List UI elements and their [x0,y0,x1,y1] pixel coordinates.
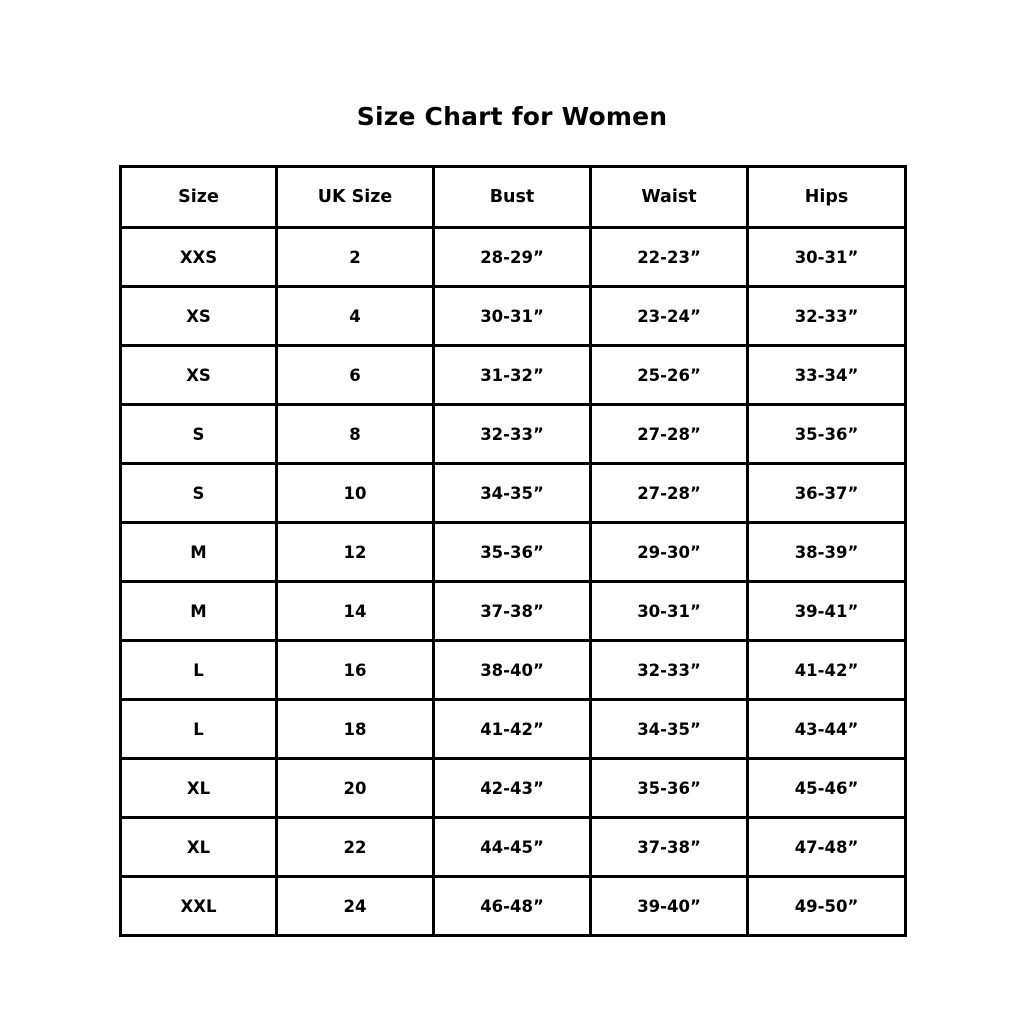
table-body [121,228,906,936]
cell-hips: 47-48” [748,818,906,877]
cell-size: S [121,464,277,523]
column-header-bust: Bust [434,167,591,228]
cell-size: M [121,582,277,641]
table-row [121,464,906,523]
table-row [121,287,906,346]
cell-hips: 45-46” [748,759,906,818]
column-header-uk-size: UK Size [277,167,434,228]
cell-uk-size: 18 [277,700,434,759]
table-row [121,523,906,582]
cell-uk-size: 4 [277,287,434,346]
cell-hips: 41-42” [748,641,906,700]
cell-hips: 30-31” [748,228,906,287]
cell-uk-size: 8 [277,405,434,464]
table-row [121,877,906,936]
table-row [121,700,906,759]
column-header-hips: Hips [748,167,906,228]
table-row [121,641,906,700]
cell-bust: 42-43” [434,759,591,818]
cell-uk-size: 6 [277,346,434,405]
cell-bust: 30-31” [434,287,591,346]
table-row [121,818,906,877]
cell-hips: 32-33” [748,287,906,346]
cell-waist: 25-26” [591,346,748,405]
table-header-row [121,167,906,228]
cell-hips: 33-34” [748,346,906,405]
cell-size: L [121,700,277,759]
size-chart-table [119,165,907,937]
cell-bust: 38-40” [434,641,591,700]
cell-bust: 44-45” [434,818,591,877]
cell-hips: 39-41” [748,582,906,641]
table-header [121,167,906,228]
cell-size: XXS [121,228,277,287]
cell-size: L [121,641,277,700]
cell-size: XS [121,287,277,346]
cell-waist: 35-36” [591,759,748,818]
cell-waist: 30-31” [591,582,748,641]
cell-waist: 23-24” [591,287,748,346]
cell-hips: 36-37” [748,464,906,523]
cell-size: XL [121,818,277,877]
cell-bust: 37-38” [434,582,591,641]
cell-uk-size: 14 [277,582,434,641]
cell-uk-size: 2 [277,228,434,287]
size-chart-table-wrapper [119,165,904,937]
cell-hips: 38-39” [748,523,906,582]
cell-hips: 35-36” [748,405,906,464]
cell-bust: 31-32” [434,346,591,405]
cell-bust: 41-42” [434,700,591,759]
table-row [121,405,906,464]
cell-waist: 27-28” [591,464,748,523]
column-header-waist: Waist [591,167,748,228]
cell-waist: 32-33” [591,641,748,700]
cell-size: XL [121,759,277,818]
cell-uk-size: 10 [277,464,434,523]
cell-bust: 46-48” [434,877,591,936]
cell-waist: 37-38” [591,818,748,877]
cell-hips: 49-50” [748,877,906,936]
cell-size: XXL [121,877,277,936]
cell-hips: 43-44” [748,700,906,759]
cell-size: XS [121,346,277,405]
table-row [121,346,906,405]
cell-uk-size: 24 [277,877,434,936]
cell-waist: 29-30” [591,523,748,582]
cell-waist: 27-28” [591,405,748,464]
cell-waist: 22-23” [591,228,748,287]
table-row [121,582,906,641]
cell-uk-size: 22 [277,818,434,877]
cell-size: M [121,523,277,582]
cell-bust: 28-29” [434,228,591,287]
table-row [121,228,906,287]
cell-waist: 39-40” [591,877,748,936]
cell-bust: 34-35” [434,464,591,523]
page-title: Size Chart for Women [356,102,668,131]
cell-bust: 35-36” [434,523,591,582]
column-header-size: Size [121,167,277,228]
cell-size: S [121,405,277,464]
cell-waist: 34-35” [591,700,748,759]
cell-uk-size: 20 [277,759,434,818]
cell-uk-size: 12 [277,523,434,582]
table-row [121,759,906,818]
cell-uk-size: 16 [277,641,434,700]
cell-bust: 32-33” [434,405,591,464]
